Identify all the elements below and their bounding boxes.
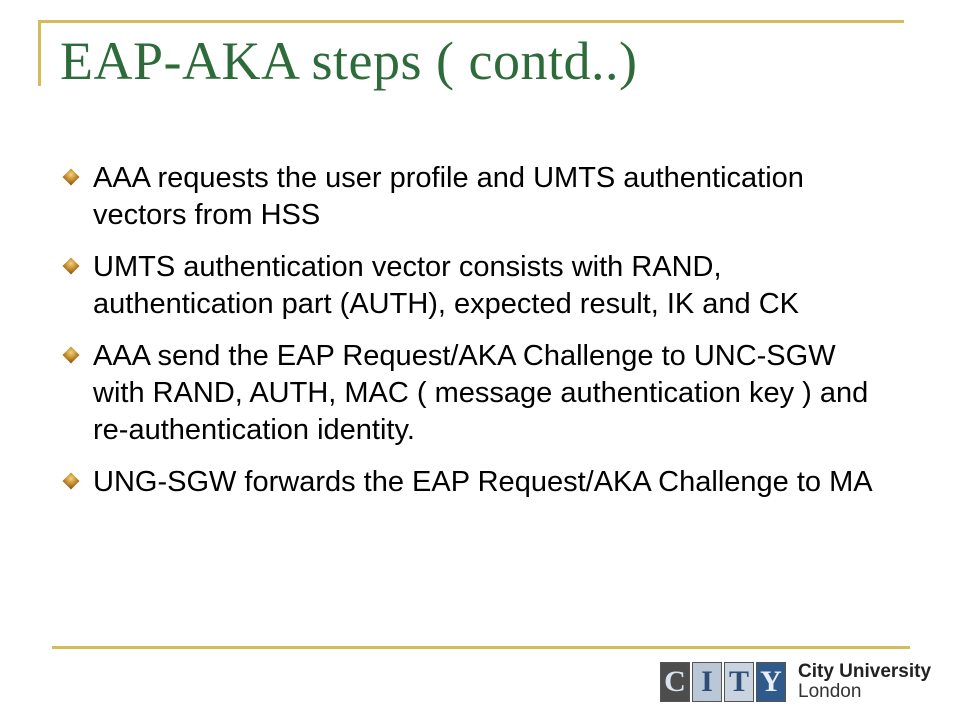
bullet-item [60, 249, 880, 323]
logo-letter-tiles [660, 662, 786, 702]
bullet-item [60, 338, 880, 449]
logo-tile: C [660, 662, 690, 702]
bullet-diamond-icon [63, 258, 80, 275]
bullet-diamond-icon [63, 169, 80, 186]
bullet-text: AAA send the EAP Request/AKA Challenge to UNC-SGW with RAND, AUTH, MAC ( message authentication key ) and re-authentication identity. [93, 340, 869, 446]
logo-tile: I [692, 662, 722, 702]
bullet-diamond-icon [63, 473, 80, 490]
frame-left-rule [38, 20, 41, 86]
frame-top-rule [38, 20, 904, 23]
logo-tile: Y [756, 662, 786, 702]
bullet-text: UMTS authentication vector consists with RAND, authentication part (AUTH), expected result, IK and CK [93, 251, 800, 320]
slide-title: EAP-AKA steps ( contd..) [60, 31, 638, 91]
logo-tile: T [724, 662, 754, 702]
city-university-logo [660, 660, 931, 704]
bullet-list [60, 160, 880, 516]
logo-text [798, 662, 931, 702]
bullet-item [60, 464, 880, 501]
frame-bottom-rule [52, 646, 910, 649]
bullet-diamond-icon [63, 347, 80, 364]
bullet-text: AAA requests the user profile and UMTS authentication vectors from HSS [93, 162, 804, 231]
logo-city-name: London [798, 681, 862, 702]
logo-university-name: City University [798, 661, 932, 682]
bullet-text: UNG-SGW forwards the EAP Request/AKA Challenge to MA [93, 466, 873, 498]
bullet-item [60, 160, 880, 234]
